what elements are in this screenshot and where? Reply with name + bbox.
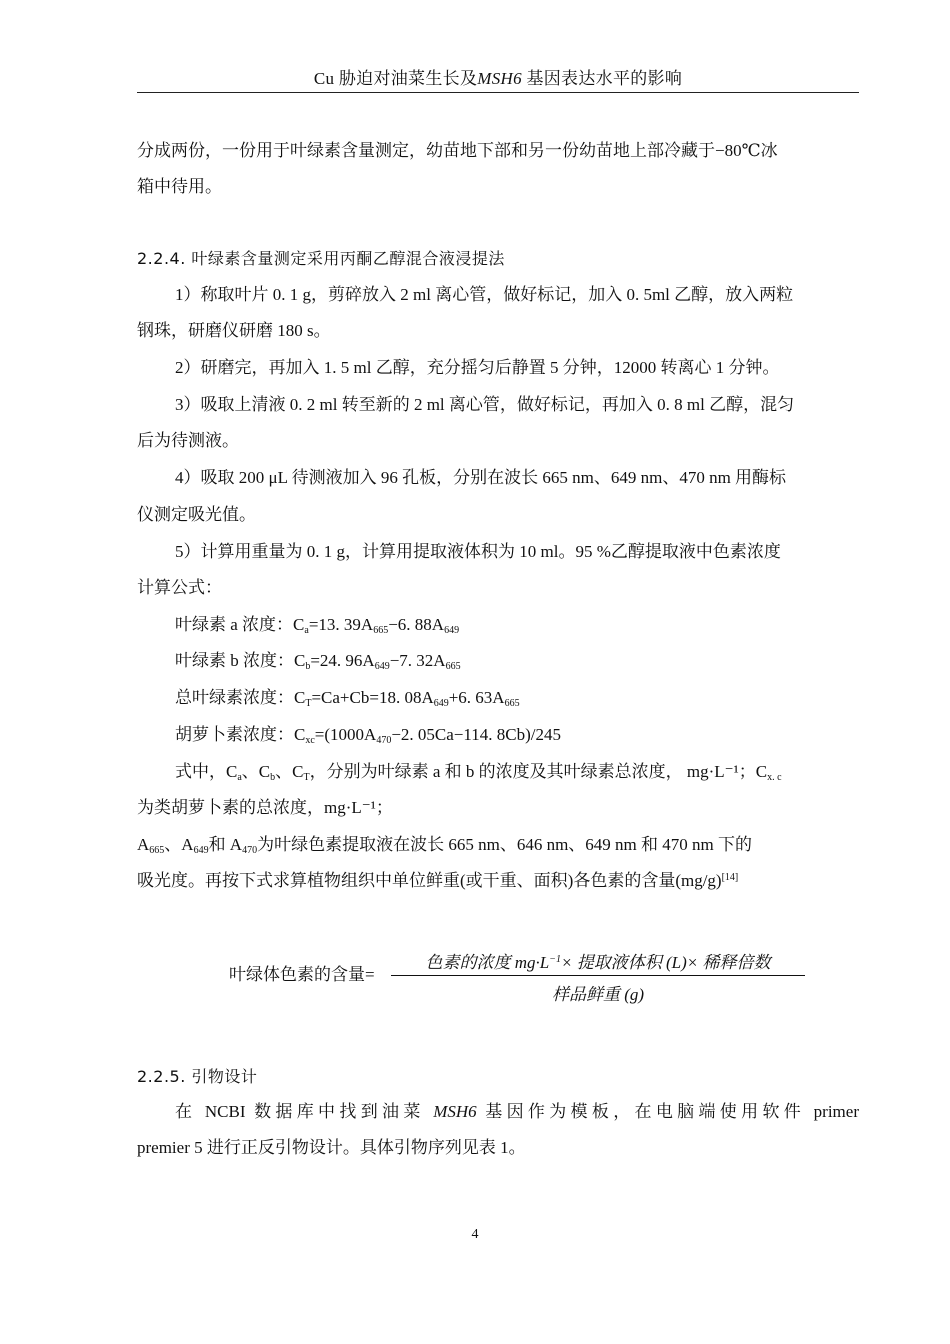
explanation-line-3: $A_{665}$、$A_{649}$和 $A_{470}$为叶绿色素提取液在波长 665 nm、646 nm、649 nm 和 470 nm 下的 [137,835,752,856]
explanation-line-2: 为类胡萝卜素的总浓度，mg·L⁻¹； [137,798,393,817]
intro-line-2: 箱中待用。 [137,177,222,196]
formula-denominator: 样品鲜重 (g) [551,985,645,1004]
fraction-bar [391,975,805,976]
section-heading-2-2-5: 2.2.5. 引物设计 [137,1067,258,1086]
formula-chlorophyll-a: 叶绿素 a 浓度：$C_a=13$. $39A_{665}-6$. $88A_{649}$ [175,615,460,636]
header-title-pre: Cu 胁迫对油菜生长及 [313,69,478,88]
page-number: 4 [471,1227,479,1242]
step-3-line-2: 后为待测液。 [137,431,239,450]
explanation-line-4: 吸光度。再按下式求算植物组织中单位鲜重(或干重、面积)各色素的含量(mg/g)[14] [137,871,739,890]
step-1-line-2: 钢珠，研磨仪研磨 180 s。 [137,321,331,340]
formula-total-chlorophyll: 总叶绿素浓度：$C_T=Ca+Cb=18$. $08A_{649}+6$. $63A_{665}$ [175,688,520,709]
formula-lhs: 叶绿体色素的含量= [229,965,375,984]
step-5-line-2: 计算公式： [137,578,222,597]
pigment-content-formula [229,948,829,1008]
formula-carotenoid: 胡萝卜素浓度：$C_{xc}=(1000A_{470}-2$. 05Ca−114. 8Cb)/245 [175,725,561,746]
step-4-line-2: 仪测定吸光值。 [137,505,256,524]
intro-line-1: 分成两份，一份用于叶绿素含量测定，幼苗地下部和另一份幼苗地上部冷藏于−80℃冰 [137,141,778,160]
header-title-post: 基因表达水平的影响 [521,69,683,88]
primer-paragraph-line-2: premier 5 进行正反引物设计。具体引物序列见表 1。 [137,1138,526,1157]
citation-ref: [14] [721,872,739,883]
step-3-line-1: 3）吸取上清液 0. 2 ml 转至新的 2 ml 离心管，做好标记，再加入 0. 8 ml 乙醇，混匀 [175,395,795,414]
step-4-line-1: 4）吸取 200 μL 待测液加入 96 孔板，分别在波长 665 nm、649 nm、470 nm 用酶标 [175,468,787,487]
formula-numerator: 色素的浓度 $mg\cdot L^{-1}\times$ 提取液体积 (L)× 稀释倍数 [425,953,771,972]
header-rule [137,92,859,93]
formula-chlorophyll-b: 叶绿素 b 浓度：$C_b=24$. $96A_{649}-7$. $32A_{665}$ [175,651,461,672]
gene-name: MSH6 [433,1102,477,1121]
running-header [137,64,859,89]
step-5-line-1: 5）计算用重量为 0. 1 g，计算用提取液体积为 10 ml。95 %乙醇提取液中色素浓度 [175,542,781,561]
explanation-line-1: 式中，$C_a$、$C_b$、$C_T$，分别为叶绿素 a 和 b 的浓度及其叶绿素总浓度， mg·L⁻¹；$C_{x. c}$ [175,762,782,783]
step-1-line-1: 1）称取叶片 0. 1 g，剪碎放入 2 ml 离心管，做好标记，加入 0. 5ml 乙醇，放入两粒 [175,285,794,304]
step-2: 2）研磨完，再加入 1. 5 ml 乙醇，充分摇匀后静置 5 分钟，12000 转离心 1 分钟。 [175,358,780,377]
section-heading-2-2-4: 2.2.4. 叶绿素含量测定采用丙酮乙醇混合液浸提法 [137,249,505,268]
header-gene-name: MSH6 [477,69,522,88]
primer-paragraph-line-1: 在 NCBI 数据库中找到油菜 MSH6 基因作为模板，在电脑端使用软件 primer [175,1102,859,1121]
